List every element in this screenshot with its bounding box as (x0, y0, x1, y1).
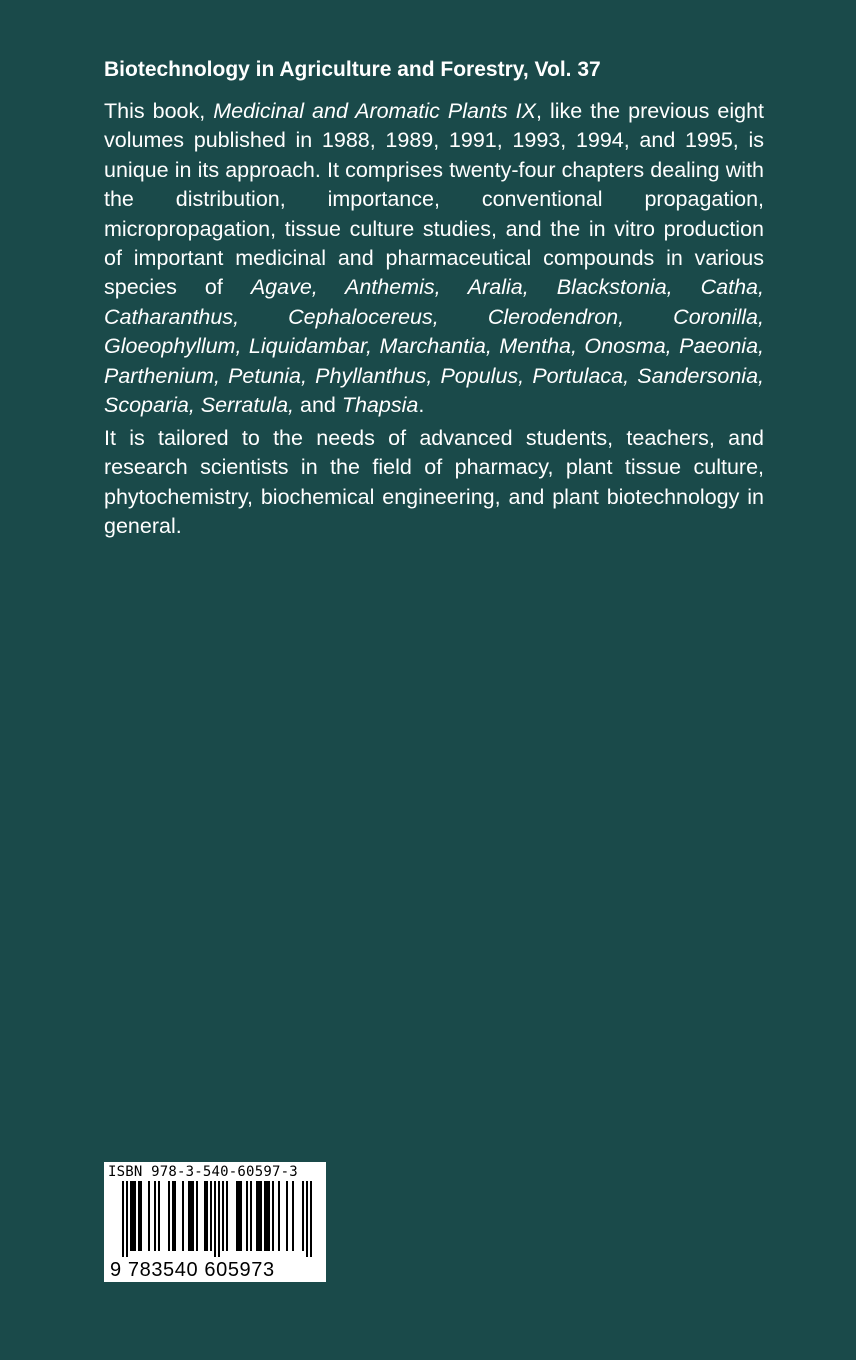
barcode-bar (250, 1181, 252, 1251)
barcode-bar (226, 1181, 228, 1251)
paragraph-1-body: , like the previous eight volumes published in 1988, 1989, 1991, 1993, 1994, and 1995, is unique in its approach. It comprises twenty-four chapters dealing with the distribution, importance, conventional propagation, micropropagation, tissue culture studies, and the in vitro production of important medicinal and pharmaceutical compounds in various species of (104, 99, 764, 300)
barcode-bar (260, 1181, 262, 1251)
barcode-bar (138, 1181, 140, 1251)
barcode-digits: 9 783540 605973 (110, 1259, 275, 1281)
isbn-barcode (104, 1162, 326, 1282)
description-paragraph-2: It is tailored to the needs of advanced students, teachers, and research scientists in the field of pharmacy, plant tissue culture, phytochemistry, biochemical engineering, and plant biotechnology in general. (104, 426, 764, 539)
barcode-bar (130, 1181, 132, 1251)
barcode-bar (306, 1181, 308, 1257)
barcode-bar (292, 1181, 294, 1251)
barcode-bar (172, 1181, 174, 1251)
barcode-bar (268, 1181, 270, 1251)
barcode-bar (266, 1181, 268, 1251)
barcode-bar (302, 1181, 304, 1251)
series-title: Biotechnology in Agriculture and Forestry, Vol. 37 (104, 58, 601, 81)
barcode-bar (286, 1181, 288, 1251)
barcode-bar (222, 1181, 224, 1251)
paragraph-1-intro: This book, (104, 99, 214, 123)
paragraph-1-conjunction: and (294, 393, 342, 418)
barcode-bar (218, 1181, 220, 1257)
barcode-bar (240, 1181, 242, 1251)
barcode-bar (154, 1181, 156, 1251)
barcode-bar (140, 1181, 142, 1251)
barcode-bar (182, 1181, 184, 1251)
species-list: Agave, Anthemis, Aralia, Blackstonia, Catha, Catharanthus, Cephalocereus, Clerodendron, Coronilla, Gloeophyllum, Liquidambar, Marchantia, Mentha, Onosma, Paeonia, Parthenium, Petunia, Phyllanthus, Populus, Portulaca, Sandersonia, Scoparia, Serratula, (104, 275, 764, 418)
barcode-bar (148, 1181, 150, 1251)
barcode-bar (246, 1181, 248, 1251)
barcode-bar (258, 1181, 260, 1251)
barcode-bar (272, 1181, 274, 1251)
isbn-label: ISBN 978-3-540-60597-3 (108, 1164, 298, 1180)
barcode-bar (196, 1181, 198, 1251)
barcode-bar (278, 1181, 280, 1251)
barcode-bar (204, 1181, 206, 1251)
barcode-bar (214, 1181, 216, 1257)
barcode-bar (122, 1181, 124, 1257)
barcode-bar (310, 1181, 312, 1257)
barcode-bar (158, 1181, 160, 1251)
barcode-bar (168, 1181, 170, 1251)
barcode-bar (238, 1181, 240, 1251)
barcode-bars (104, 1181, 326, 1261)
paragraph-1-end: . (418, 393, 425, 418)
barcode-bar (192, 1181, 194, 1251)
barcode-bar (206, 1181, 208, 1251)
barcode-bar (190, 1181, 192, 1251)
barcode-bar (210, 1181, 212, 1251)
barcode-bar (174, 1181, 176, 1251)
barcode-bar (188, 1181, 190, 1251)
barcode-bar (132, 1181, 134, 1251)
barcode-bar (236, 1181, 238, 1251)
barcode-bar (256, 1181, 258, 1251)
barcode-bar (264, 1181, 266, 1251)
barcode-bar (126, 1181, 128, 1257)
barcode-bar (134, 1181, 136, 1251)
book-title: Medicinal and Aromatic Plants IX (213, 99, 536, 123)
description-paragraph-1 (104, 97, 764, 420)
last-species: Thapsia (341, 393, 419, 418)
